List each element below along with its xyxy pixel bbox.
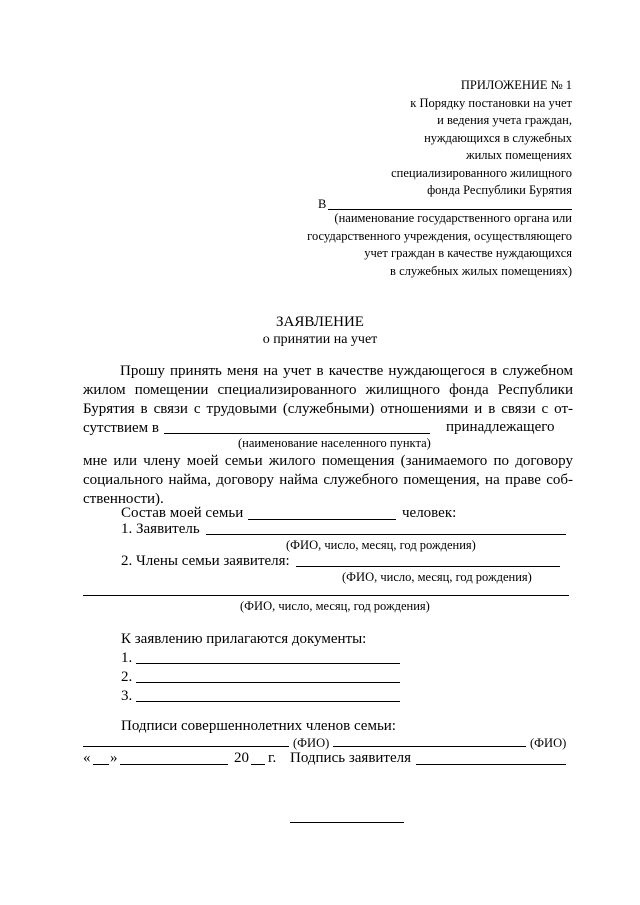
recipient-hint xyxy=(252,210,572,280)
applicant-label: 1. Заявитель xyxy=(121,521,200,537)
fio-label: (ФИО) xyxy=(530,736,567,750)
document-subtitle: о принятии на учет xyxy=(262,332,378,347)
family-composition-suffix: человек: xyxy=(402,505,457,521)
recipient-prefix: В xyxy=(318,197,327,211)
body-line: Бурятия в связи с трудовыми (служебными) отношениями и в связи с от- xyxy=(83,401,573,417)
document-field[interactable] xyxy=(136,701,400,702)
applicant-signature-field[interactable] xyxy=(416,764,566,765)
appendix-line: и ведения учета граждан, xyxy=(437,113,572,127)
settlement-field[interactable] xyxy=(164,433,430,434)
members-field[interactable] xyxy=(296,566,560,567)
body-line: сутствием в xyxy=(83,420,160,436)
appendix-line: к Порядку постановки на учет xyxy=(410,95,572,110)
date-year-suffix: г. xyxy=(268,750,277,766)
date-year-field[interactable] xyxy=(251,764,265,765)
document-field[interactable] xyxy=(136,663,400,664)
date-year-prefix: 20 xyxy=(234,750,249,766)
document-item-number: 3. xyxy=(121,688,133,704)
signatures-label: Подписи совершеннолетних членов семьи: xyxy=(121,718,396,734)
recipient-hint-line: в служебных жилых помещениях) xyxy=(390,263,572,278)
family-count-field[interactable] xyxy=(248,519,396,520)
body-line: ственности). xyxy=(83,491,164,507)
applicant-signature-label: Подпись заявителя xyxy=(290,750,412,766)
fio-hint: (ФИО, число, месяц, год рождения) xyxy=(240,599,430,613)
recipient-hint-line: (наименование государственного органа или xyxy=(334,211,572,225)
document-field[interactable] xyxy=(136,682,400,683)
body-line: жилом помещении специализированного жилищного фонда Республики xyxy=(83,382,573,398)
body-line: Прошу принять меня на учет в качестве нуждающегося в служебном xyxy=(120,363,573,379)
date-quote-close: » xyxy=(110,750,118,766)
appendix-line: жилых помещениях xyxy=(465,148,572,162)
family-composition-label: Состав моей семьи xyxy=(121,505,244,521)
appendix-header xyxy=(252,77,572,200)
applicant-field[interactable] xyxy=(206,534,566,535)
appendix-line: нуждающихся в служебных xyxy=(424,130,572,145)
date-month-field[interactable] xyxy=(120,764,228,765)
fio-label: (ФИО) xyxy=(293,736,330,750)
members-field-extra[interactable] xyxy=(83,595,569,596)
member-signature-field[interactable] xyxy=(333,746,526,747)
recipient-hint-line: государственного учреждения, осуществляющего xyxy=(307,228,572,243)
document-item-number: 2. xyxy=(121,669,133,685)
appendix-line: ПРИЛОЖЕНИЕ № 1 xyxy=(460,78,572,92)
body-line: социального найма, договору найма служебного помещения, на праве соб- xyxy=(83,472,573,488)
document-title: ЗАЯВЛЕНИЕ xyxy=(276,314,364,330)
body-line: мне или члену моей семьи жилого помещения (занимаемого по договору xyxy=(83,453,573,469)
documents-label: К заявлению прилагаются документы: xyxy=(121,631,367,647)
fio-hint: (ФИО, число, месяц, год рождения) xyxy=(342,570,532,584)
appendix-line: специализированного жилищного xyxy=(391,165,572,180)
date-quote-open: « xyxy=(83,750,91,766)
document-item-number: 1. xyxy=(121,650,133,666)
fio-hint: (ФИО, число, месяц, год рождения) xyxy=(286,538,476,552)
settlement-hint: (наименование населенного пункта) xyxy=(238,436,431,450)
footer-divider xyxy=(290,822,404,823)
recipient-hint-line: учет граждан в качестве нуждающихся xyxy=(364,246,572,260)
body-line: принадлежащего xyxy=(446,419,555,435)
appendix-line: фонда Республики Бурятия xyxy=(427,183,572,197)
members-label: 2. Члены семьи заявителя: xyxy=(121,553,290,569)
member-signature-field[interactable] xyxy=(83,746,289,747)
date-day-field[interactable] xyxy=(93,764,109,765)
